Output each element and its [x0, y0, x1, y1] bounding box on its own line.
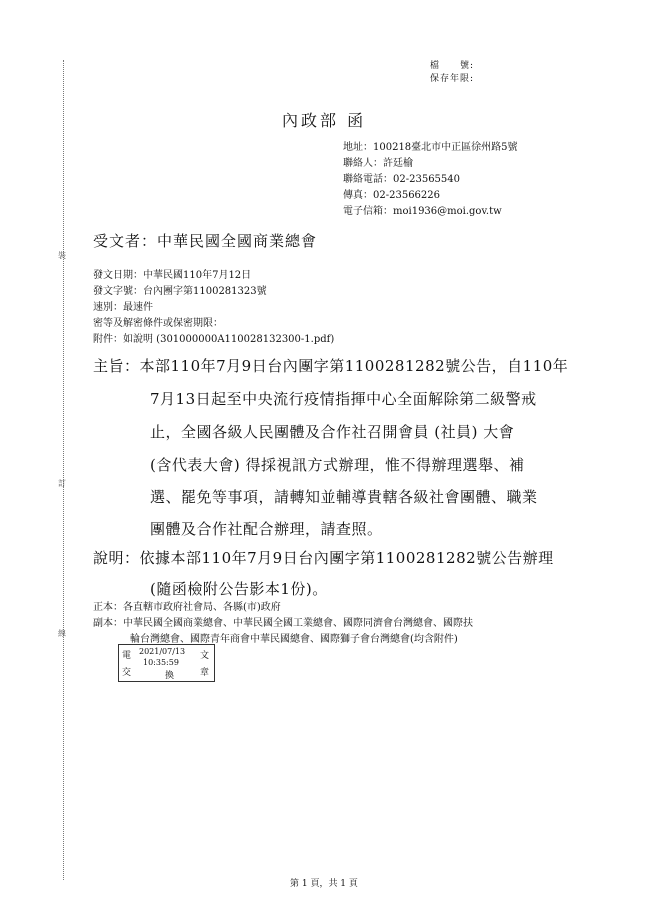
binding-line	[63, 60, 64, 880]
stamp-date: 2021/07/13	[139, 647, 186, 656]
stamp-char: 換	[165, 671, 175, 681]
stamp-char: 章	[200, 668, 210, 678]
copy-recipients-line: 輪台灣總會、國際青年商會中華民國總會、國際獅子會台灣總會(均含附件)	[130, 634, 458, 645]
secrecy-level: 密等及解密條件或保密期限：	[93, 318, 223, 329]
copy-recipients-line: 副本：中華民國全國商業總會、中華民國全國工業總會、國際同濟會台灣總會、國際扶	[93, 618, 473, 629]
document-title: 內政部 函	[282, 111, 367, 130]
main-recipients: 正本：各直轄市政府社會局、各縣(市)政府	[93, 602, 281, 613]
subject-line: (含代表大會) 得採視訊方式辦理，惟不得辦理選舉、補	[150, 456, 525, 474]
issue-date: 發文日期：中華民國110年7月12日	[93, 270, 252, 281]
attachment: 附件：如說明 (301000000A110028132300-1.pdf)	[93, 334, 335, 345]
page-number: 第 1 頁，共 1 頁	[290, 879, 358, 889]
archive-number-label: 檔 號:	[430, 61, 475, 71]
subject-line: 止，全國各級人民團體及合作社召開會員 (社員) 大會	[150, 423, 515, 441]
subject-line: 團體及合作社配合辦理，請查照。	[150, 520, 383, 538]
stamp-char: 文	[200, 651, 210, 661]
sender-address: 地址：100218臺北市中正區徐州路5號	[343, 142, 518, 153]
receipt-stamp	[118, 644, 215, 682]
subject-line: 選、罷免等事項，請轉知並輔導貴轄各級社會團體、職業	[150, 488, 538, 506]
stamp-time: 10:35:59	[143, 658, 179, 667]
sender-fax: 傳真：02-23566226	[343, 190, 441, 201]
retention-period-label: 保存年限:	[430, 74, 475, 84]
binding-mark-xian: 線	[58, 629, 66, 638]
binding-mark-zhuang: 裝	[58, 251, 66, 260]
document-number: 發文字號：台內團字第1100281323號	[93, 286, 267, 297]
explanation-line: (隨函檢附公告影本1份)。	[150, 580, 328, 598]
subject-line: 7月13日起至中央流行疫情指揮中心全面解除第二級警戒	[150, 390, 537, 408]
stamp-char: 交	[122, 668, 132, 678]
sender-email: 電子信箱：moi1936@moi.gov.tw	[343, 206, 502, 217]
recipient: 受文者：中華民國全國商業總會	[93, 232, 318, 250]
speed-class: 速別：最速件	[93, 302, 153, 313]
stamp-char: 電	[122, 651, 132, 661]
sender-phone: 聯絡電話：02-23565540	[343, 174, 461, 185]
explanation-line: 說明：依據本部110年7月9日台內團字第1100281282號公告辦理	[93, 549, 554, 567]
sender-contact: 聯絡人：許廷榆	[343, 158, 413, 169]
binding-mark-ding: 訂	[58, 479, 66, 488]
subject-line: 主旨：本部110年7月9日台內團字第1100281282號公告，自110年	[93, 357, 569, 375]
